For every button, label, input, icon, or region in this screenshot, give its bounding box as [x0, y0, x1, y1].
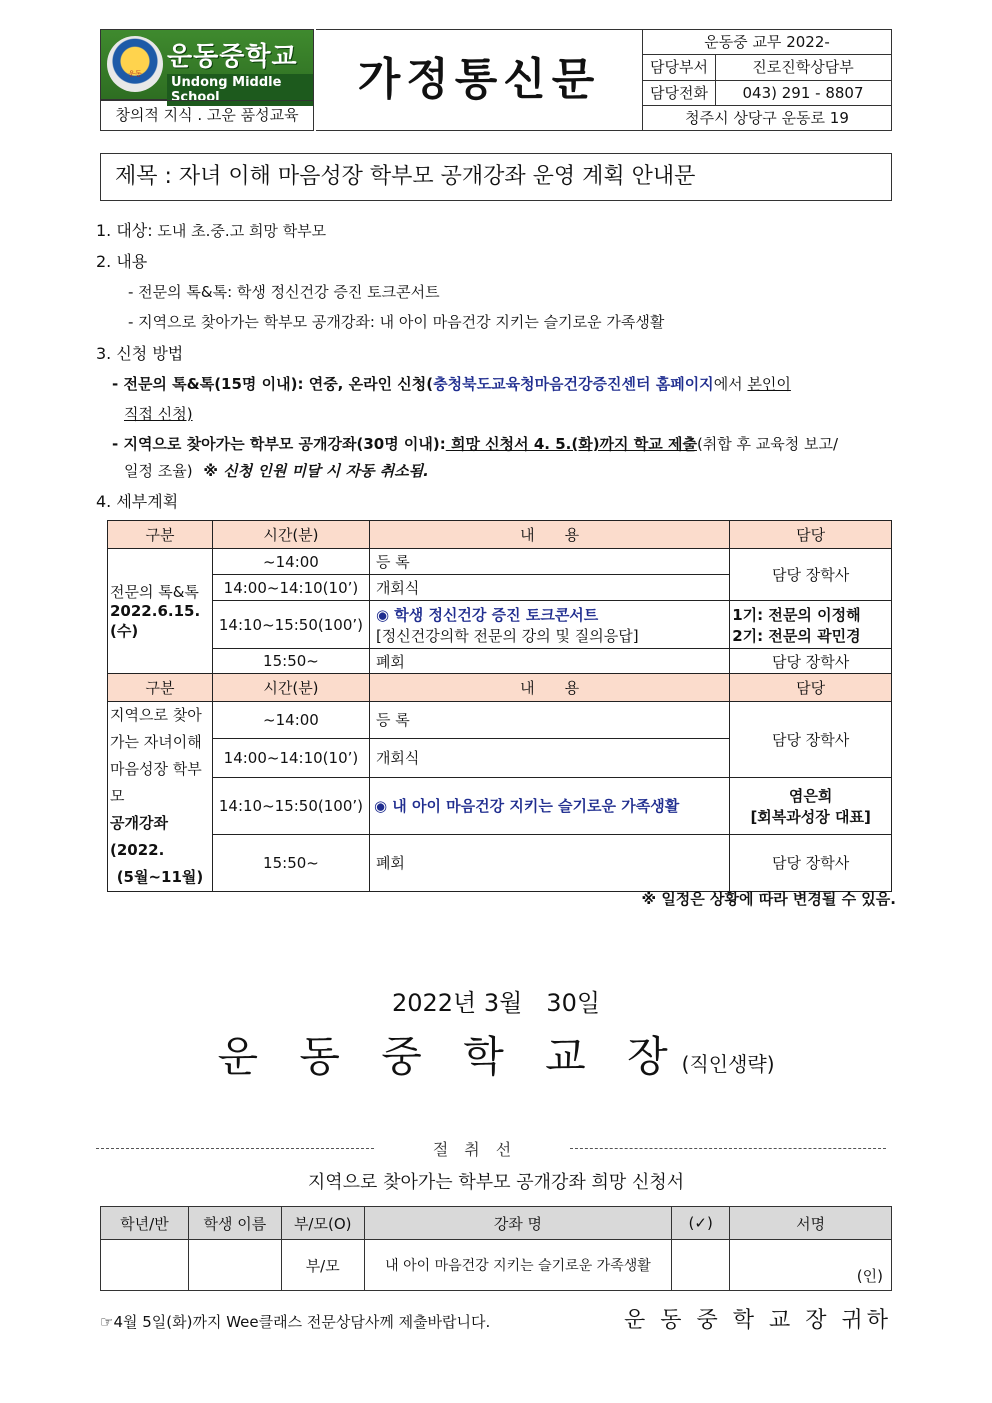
plan-table-header: 구분 시간(분) 내 용 담당 — [108, 521, 892, 549]
table-row: 14:10~15:50(100’) ◉ 내 아이 마음건강 지키는 슬기로운 가족생활 염은희 [회복과성장 대표] — [108, 777, 892, 834]
check-field[interactable] — [672, 1240, 730, 1291]
logo-school-name-en: Undong Middle School — [167, 74, 313, 106]
addressee: 운 동 중 학 교 장 귀하 — [624, 1308, 892, 1333]
school-motto: 창의적 지식 . 고운 품성교육 — [100, 100, 314, 131]
principal-signature-line — [0, 1024, 992, 1084]
principal-title: 운 동 중 학 교 장 — [217, 1032, 682, 1081]
phone-label: 담당전화 — [643, 81, 716, 105]
doc-number: 운동중 교무 2022- — [643, 30, 891, 55]
group2-label: 지역으로 찾아 가는 자녀이해 마음성장 학부모 공개강좌(2022. (5월~11월) — [108, 702, 213, 892]
doc-info-box — [642, 29, 892, 131]
school-address: 청주시 상당구 운동로 19 — [685, 109, 849, 127]
signature-field[interactable]: (인) — [730, 1240, 892, 1291]
table-row — [101, 1240, 892, 1291]
table-row: 15:50~ 폐회 담당 장학사 — [108, 649, 892, 674]
group1-label: 전문의 톡&톡 2022.6.15.(수) — [108, 549, 213, 674]
issue-date: 2022년 3월 30일 — [391, 989, 601, 1017]
cancel-note: ※ 신청 인원 미달 시 자동 취소됨. — [203, 462, 429, 480]
course-name: 내 아이 마음건강 지키는 슬기로운 가족생활 — [364, 1240, 672, 1291]
table-row: 지역으로 찾아 가는 자녀이해 마음성장 학부모 공개강좌(2022. (5월~11월) ~14:00 등 록 담당 장학사 — [108, 702, 892, 739]
content-item-2: - 지역으로 찾아가는 학부모 공개강좌: 내 아이 마음건강 지키는 슬기로운 가족생활 — [128, 313, 665, 331]
cut-line-right — [570, 1148, 886, 1149]
form-header-row: 학년/반 학생 이름 부/모(O) 강좌 명 (✓) 서명 — [101, 1207, 892, 1240]
submission-notice: ☞4월 5일(화)까지 Wee클래스 전문상담사께 제출바랍니다. — [100, 1313, 491, 1331]
table-row: 14:10~15:50(100’) ◉ 학생 정신건강 증진 토크콘서트 [정신건강의학 전문의 강의 및 질의응답] 1기: 전문의 이정해 2기: 전문의 곽민경 — [108, 601, 892, 649]
seal-omitted: (직인생략) — [681, 1052, 775, 1076]
application-form-table — [100, 1206, 892, 1291]
table-row: 14:00~14:10(10’) 개회식 — [108, 575, 892, 601]
grade-field[interactable] — [101, 1240, 189, 1291]
apply-method-a-line2: 직접 신청) — [124, 405, 193, 423]
school-logo — [100, 29, 314, 105]
content-item-1: - 전문의 톡&톡: 학생 정신건강 증진 토크콘서트 — [128, 283, 440, 301]
schedule-note: ※ 일정은 상황에 따라 변경될 수 있음. — [641, 890, 896, 908]
section-content-label: 2. 내용 — [96, 252, 148, 271]
apply-method-b-line2: 일정 조율) ※ 신청 인원 미달 시 자동 취소됨. — [124, 462, 429, 480]
subject-line: 제목 : 자녀 이해 마음성장 학부모 공개강좌 운영 계획 안내문 — [100, 153, 892, 201]
cut-line-label: 절 취 선 — [432, 1140, 512, 1159]
student-name-field[interactable] — [188, 1240, 281, 1291]
table-row: 14:00~14:10(10’) 개회식 — [108, 738, 892, 777]
apply-method-a: - 전문의 톡&톡(15명 이내): 연중, 온라인 신청(충청북도교육청마음건강증진센터 홈페이지에서 본인이 — [112, 375, 791, 393]
section-target: 1. 대상: 도내 초.중.고 희망 학부모 — [96, 221, 327, 240]
table-row: 전문의 톡&톡 2022.6.15.(수) ~14:00 등 록 담당 장학사 — [108, 549, 892, 575]
plan-table-header-2: 구분 시간(분) 내 용 담당 — [108, 674, 892, 702]
document-title: 가정통신문 — [316, 29, 642, 131]
cut-line-left — [96, 1148, 374, 1149]
parent-field[interactable]: 부/모 — [281, 1240, 364, 1291]
section-plan-label: 4. 세부계획 — [96, 492, 179, 511]
plan-table — [107, 520, 892, 892]
logo-school-name: 운동중학교 — [167, 42, 298, 72]
table-row: 15:50~ 폐회 담당 장학사 — [108, 834, 892, 891]
dept-value: 진로진학상담부 — [752, 58, 854, 76]
school-emblem-icon: 운동 — [107, 36, 163, 92]
phone-value: 043) 291 - 8807 — [742, 84, 864, 102]
apply-method-b: - 지역으로 찾아가는 학부모 공개강좌(30명 이내): 희망 신청서 4. 5.(화)까지 학교 제출(취합 후 교육청 보고/ — [112, 435, 839, 453]
form-title: 지역으로 찾아가는 학부모 공개강좌 희망 신청서 — [307, 1172, 685, 1193]
dept-label: 담당부서 — [643, 55, 716, 80]
section-apply-label: 3. 신청 방법 — [96, 344, 184, 363]
